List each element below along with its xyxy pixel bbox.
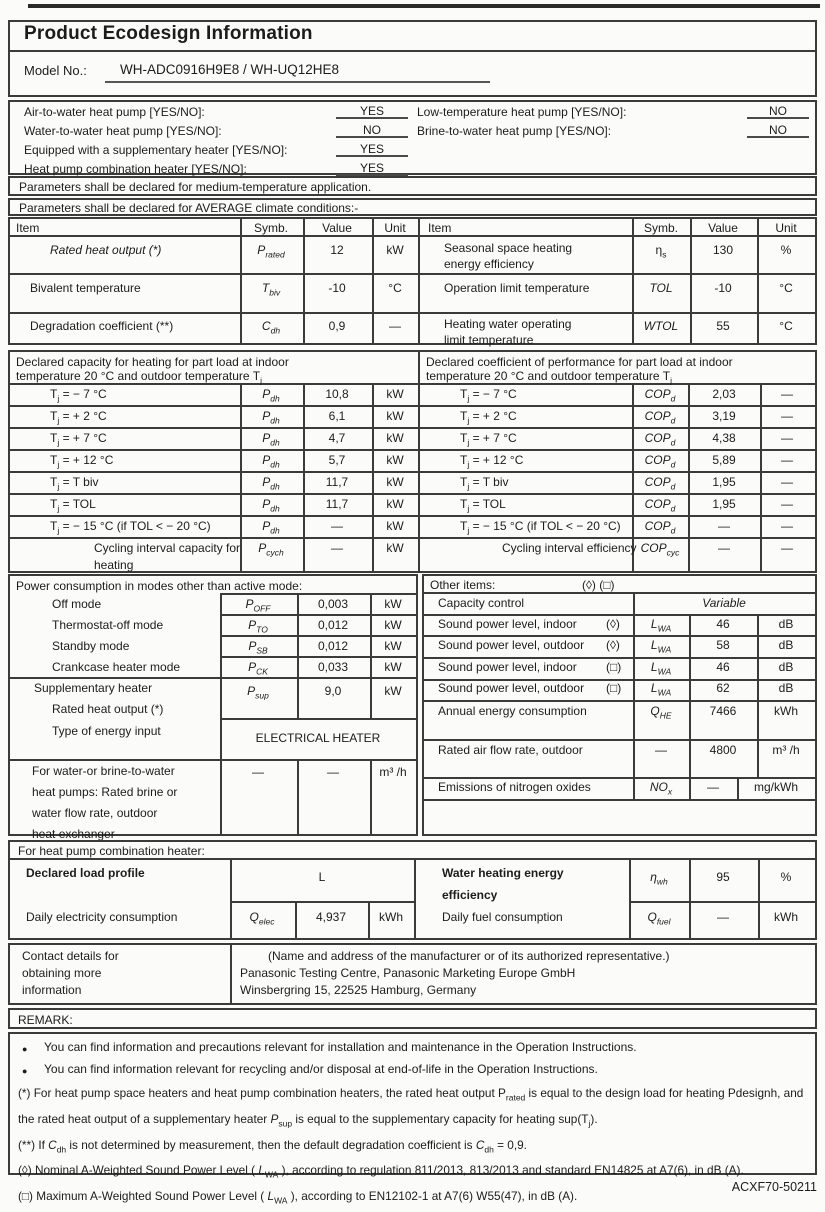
- param-item: Rated heat output (*): [50, 243, 162, 257]
- tj-label: $T_j = T$ biv: [460, 475, 509, 492]
- symbol-pck: $P_{CK}$: [248, 660, 268, 677]
- param-item: energy efficiency: [444, 257, 534, 271]
- capacity-value: —: [331, 519, 343, 533]
- param-item: Heating water operating: [444, 317, 572, 331]
- sound-value: 46: [716, 617, 730, 631]
- power-consumption-table: [8, 574, 418, 841]
- param-symbol: $T_{biv}$: [261, 281, 281, 298]
- footnote-maximum-sound: (□) Maximum A-Weighted Sound Power Level ( $L_{WA}$ ), according to EN12102-1 at A7(6) W55(47), in dB (A).: [18, 1189, 578, 1206]
- other-items-table: [422, 574, 817, 836]
- cycling-label: Cycling interval efficiency: [502, 541, 637, 555]
- flag-label: Heat pump combination heater [YES/NO]:: [24, 162, 247, 176]
- table-title: Declared coefficient of performance for part load at indoor: [426, 355, 733, 369]
- cycling-label: Cycling interval capacity for: [94, 541, 241, 555]
- nox-value: —: [707, 780, 719, 794]
- table-title: temperature 20 °C and outdoor temperature $T_j$: [16, 369, 262, 386]
- sound-label: Sound power level, indoor: [438, 660, 577, 674]
- unit: kW: [386, 431, 404, 445]
- param-symbol: $\eta_s$: [655, 243, 667, 260]
- col-header-symb: Symb.: [253, 221, 289, 235]
- flag-label: Water-to-water heat pump [YES/NO]:: [24, 124, 222, 138]
- param-value: -10: [328, 281, 346, 295]
- capacity-value: 11,7: [325, 497, 349, 511]
- energy-input-label: Type of energy input: [52, 724, 161, 738]
- symbol-copd: $COP_d$: [644, 431, 676, 448]
- section-title: For heat pump combination heater:: [18, 844, 205, 858]
- unit: kW: [386, 409, 404, 423]
- model-label: Model No.:: [24, 63, 87, 78]
- unit: kW: [384, 660, 402, 674]
- unit: —: [781, 541, 793, 555]
- brine-value: —: [327, 765, 339, 779]
- brine-label: water flow rate, outdoor: [32, 806, 158, 820]
- param-value: 130: [712, 243, 734, 257]
- unit: %: [780, 870, 792, 884]
- header-section: [8, 20, 817, 97]
- airflow-label: Rated air flow rate, outdoor: [438, 743, 583, 757]
- symbol-copd: $COP_d$: [644, 453, 676, 470]
- unit: kW: [384, 597, 402, 611]
- param-value: 55: [716, 319, 730, 333]
- param-value: -10: [714, 281, 732, 295]
- unit: dB: [778, 638, 794, 652]
- unit: kW: [386, 453, 404, 467]
- sound-mark: (◊): [606, 638, 620, 652]
- flag-label: Brine-to-water heat pump [YES/NO]:: [417, 124, 612, 138]
- sound-label: Sound power level, outdoor: [438, 638, 585, 652]
- sound-label: Sound power level, outdoor: [438, 681, 585, 695]
- symbol-pto: $P_{TO}$: [248, 618, 268, 635]
- power-value: 0,012: [317, 639, 349, 653]
- document-code: ACXF70-50211: [731, 1180, 817, 1194]
- tj-label: $T_j$ = − 15 °C (if TOL < − 20 °C): [460, 519, 621, 536]
- unit: mg/kWh: [753, 780, 799, 794]
- flag-value: YES: [336, 102, 408, 119]
- param-unit: °C: [779, 281, 793, 295]
- section-title: Power consumption in modes other than active mode:: [16, 579, 303, 593]
- unit: —: [781, 453, 793, 467]
- symbol-copcyc: $COP_{cyc}$: [640, 541, 680, 558]
- col-header-value: Value: [708, 221, 738, 235]
- param-unit: °C: [388, 281, 402, 295]
- remark-bullet-text: You can find information and precautions relevant for installation and maintenance in the Operation Instructions.: [44, 1040, 637, 1054]
- col-header-symb: Symb.: [643, 221, 679, 235]
- unit: kW: [386, 541, 404, 555]
- footnote-rated-output: (*) For heat pump space heaters and heat pump combination heaters, the rated heat output $P_{rated}$ is equal to the design load for heating Pdesignh, and the rated heat output of a supplementary heater $P_{sup}$ is equal to the supplementary capacity for heating $sup(T_j)$.: [18, 1086, 804, 1129]
- sound-mark: (◊): [606, 617, 620, 631]
- unit: —: [781, 475, 793, 489]
- symbol-qhe: $Q_{HE}$: [650, 704, 672, 721]
- tj-label: $T_j$ = + 12 °C: [460, 453, 524, 470]
- capacity-control-value: Variable: [702, 596, 746, 610]
- contact-label: obtaining more: [22, 966, 102, 980]
- mode-label: Off mode: [52, 597, 102, 611]
- col-header-item: Item: [428, 221, 452, 235]
- col-header-value: Value: [322, 221, 352, 235]
- col-header-item: Item: [16, 221, 40, 235]
- cop-value: —: [718, 519, 730, 533]
- param-symbol: TOL: [649, 281, 673, 295]
- statement-text: Parameters shall be declared for medium-temperature application.: [19, 180, 372, 194]
- symbol-pdh: $P_{dh}$: [262, 431, 280, 448]
- annual-energy-label: Annual energy consumption: [438, 704, 587, 718]
- sound-mark: (□): [606, 681, 622, 695]
- unit: —: [781, 431, 793, 445]
- unit: kW: [384, 618, 402, 632]
- tj-label: $T_j$ = TOL: [50, 497, 96, 514]
- unit: —: [781, 387, 793, 401]
- symbol-lwa: $L_{WA}$: [650, 681, 672, 698]
- col-header-unit: Unit: [384, 221, 406, 235]
- contact-label: Contact details for: [22, 949, 119, 963]
- unit: dB: [778, 681, 794, 695]
- symbol-eta-wh: $\eta_{wh}$: [650, 870, 668, 887]
- manufacturer-address: Winsbergring 15, 22525 Hamburg, Germany: [240, 983, 477, 997]
- cycling-label: heating: [94, 558, 134, 572]
- param-item: Operation limit temperature: [444, 281, 590, 295]
- supp-heater-label: Supplementary heater: [34, 681, 153, 695]
- symbol-copd: $COP_d$: [644, 519, 676, 536]
- contact-label: information: [22, 983, 82, 997]
- flag-value: NO: [747, 121, 809, 138]
- combination-heater-section: [8, 840, 817, 940]
- symbol-qfuel: $Q_{fuel}$: [647, 910, 671, 927]
- unit: —: [781, 409, 793, 423]
- power-value: 0,003: [317, 597, 349, 611]
- footnote-nominal-sound: (◊) Nominal A-Weighted Sound Power Level ( $L_{WA}$ ), according to regulation 811/2013, 813/2013 and standard EN14825 at A7(6), in dB (A).: [18, 1163, 744, 1180]
- model-number: WH-ADC0916H9E8 / WH-UQ12HE8: [120, 62, 340, 77]
- mode-label: Thermostat-off mode: [52, 618, 164, 632]
- capacity-value: 6,1: [328, 409, 346, 423]
- bullet-icon: ●: [22, 1044, 28, 1054]
- unit: m³ /h: [379, 765, 407, 779]
- mode-label: Standby mode: [52, 639, 130, 653]
- table-title: temperature 20 °C and outdoor temperature $T_j$: [426, 369, 672, 386]
- supp-heater-label: Rated heat output (*): [52, 702, 164, 716]
- unit: dB: [778, 617, 794, 631]
- water-heating-value: 95: [716, 870, 730, 884]
- brine-label: heat pumps: Rated brine or: [32, 785, 178, 799]
- sound-value: 62: [716, 681, 730, 695]
- airflow-symbol: —: [655, 743, 667, 757]
- power-value: 0,033: [317, 660, 349, 674]
- symbol-poff: $P_{OFF}$: [245, 597, 271, 614]
- symbol-copd: $COP_d$: [644, 475, 676, 492]
- mode-label: Crankcase heater mode: [52, 660, 181, 674]
- daily-elec-label: Daily electricity consumption: [26, 910, 178, 924]
- unit: kW: [386, 519, 404, 533]
- partload-cop-table: [418, 350, 817, 573]
- load-profile-value: L: [318, 870, 326, 884]
- param-symbol: WTOL: [643, 319, 679, 333]
- bullet-icon: ●: [22, 1066, 28, 1076]
- scan-edge-artifact: [28, 4, 820, 8]
- flag-value: YES: [336, 140, 408, 157]
- table-title: Declared capacity for heating for part load at indoor: [16, 355, 289, 369]
- cop-value: 3,19: [712, 409, 736, 423]
- manufacturer-name: Panasonic Testing Centre, Panasonic Marketing Europe GmbH: [240, 966, 576, 980]
- brine-label: heat exchanger: [32, 827, 115, 841]
- cop-value: 1,95: [712, 475, 736, 489]
- annual-energy-value: 7466: [709, 704, 737, 718]
- flag-value: NO: [747, 102, 809, 119]
- brine-symbol: —: [252, 765, 264, 779]
- sound-mark: (□): [606, 660, 622, 674]
- tj-label: $T_j$ = + 2 °C: [50, 409, 107, 426]
- capacity-value: —: [331, 541, 343, 555]
- param-value: 0,9: [328, 319, 346, 333]
- param-unit: °C: [779, 319, 793, 333]
- param-symbol: $C_{dh}$: [261, 319, 281, 336]
- sound-value: 58: [716, 638, 730, 652]
- capacity-value: 10,8: [325, 387, 349, 401]
- symbol-copd: $COP_d$: [644, 497, 676, 514]
- symbol-pdh: $P_{dh}$: [262, 387, 280, 404]
- flag-value: YES: [336, 159, 408, 176]
- section-title: Other items:: [430, 578, 496, 592]
- symbol-lwa: $L_{WA}$: [650, 660, 672, 677]
- partload-capacity-table: [8, 350, 420, 573]
- symbol-psup: $P_{sup}$: [247, 684, 269, 701]
- daily-fuel-value: —: [717, 910, 729, 924]
- tj-label: $T_j$ = − 7 °C: [460, 387, 517, 404]
- heat-pump-flags-section: [8, 100, 817, 175]
- airflow-value: 4800: [709, 743, 737, 757]
- sound-label: Sound power level, indoor: [438, 617, 577, 631]
- capacity-value: 5,7: [328, 453, 346, 467]
- unit: kW: [386, 475, 404, 489]
- cop-value: 4,38: [712, 431, 736, 445]
- unit: kWh: [379, 910, 403, 924]
- unit: kW: [386, 387, 404, 401]
- param-item: limit temperature: [444, 333, 534, 347]
- daily-elec-value: 4,937: [315, 910, 347, 924]
- unit: kW: [386, 497, 404, 511]
- tj-label: $T_j$ = + 2 °C: [460, 409, 517, 426]
- footnote-marks: (◊) (□): [582, 578, 615, 592]
- param-unit: kW: [386, 243, 404, 257]
- remark-bullet-text: You can find information relevant for recycling and/or disposal at end-of-life in the Operation Instructions.: [44, 1062, 598, 1076]
- param-unit: %: [780, 243, 792, 257]
- tj-label: $T_j$ = − 7 °C: [50, 387, 107, 404]
- remark-header: [8, 1008, 817, 1029]
- flag-label: Low-temperature heat pump [YES/NO]:: [417, 105, 627, 119]
- tj-label: $T_j$ = + 7 °C: [50, 431, 107, 448]
- load-profile-label: Declared load profile: [26, 866, 145, 880]
- symbol-pcych: $P_{cych}$: [258, 541, 284, 558]
- cop-value: 2,03: [712, 387, 736, 401]
- brine-label: For water-or brine-to-water: [32, 764, 175, 778]
- statement-text: Parameters shall be declared for AVERAGE climate conditions:-: [19, 201, 359, 215]
- symbol-qelec: $Q_{elec}$: [249, 910, 275, 927]
- footnote-degradation: (**) If $C_{dh}$ is not determined by measurement, then the default degradation coefficient is $C_{dh} = 0,9$.: [18, 1137, 527, 1154]
- flag-label: Equipped with a supplementary heater [YES/NO]:: [24, 143, 288, 157]
- unit: m³ /h: [772, 743, 800, 757]
- water-heating-label: Water heating energy: [442, 866, 564, 880]
- symbol-pdh: $P_{dh}$: [262, 453, 280, 470]
- symbol-psb: $P_{SB}$: [248, 639, 268, 656]
- symbol-lwa: $L_{WA}$: [650, 638, 672, 655]
- symbol-pdh: $P_{dh}$: [262, 519, 280, 536]
- daily-fuel-label: Daily fuel consumption: [442, 910, 563, 924]
- symbol-pdh: $P_{dh}$: [262, 475, 280, 492]
- sound-value: 46: [716, 660, 730, 674]
- page-title: Product Ecodesign Information: [24, 23, 313, 44]
- average-climate-bar: [8, 198, 817, 216]
- capacity-control-label: Capacity control: [438, 596, 525, 610]
- params-table-left: [8, 217, 420, 345]
- symbol-lwa: $L_{WA}$: [650, 617, 672, 634]
- param-item: Degradation coefficient (**): [30, 319, 174, 333]
- param-symbol: $P_{rated}$: [257, 243, 285, 260]
- tj-label: $T_j$ = + 7 °C: [460, 431, 517, 448]
- cop-value: 5,89: [712, 453, 736, 467]
- power-value: 9,0: [324, 684, 342, 698]
- flag-label: Air-to-water heat pump [YES/NO]:: [24, 105, 205, 119]
- manufacturer-note: (Name and address of the manufacturer or of its authorized representative.): [268, 949, 670, 963]
- remark-title: REMARK:: [18, 1013, 73, 1027]
- unit: kWh: [774, 704, 798, 718]
- water-heating-label: efficiency: [442, 888, 498, 902]
- unit: dB: [778, 660, 794, 674]
- tj-label: $T_j$ = TOL: [460, 497, 506, 514]
- power-value: 0,012: [317, 618, 349, 632]
- unit: —: [781, 497, 793, 511]
- symbol-nox: $NO_x$: [649, 780, 673, 797]
- symbol-copd: $COP_d$: [644, 409, 676, 426]
- unit: kWh: [774, 910, 798, 924]
- medium-temperature-bar: [8, 176, 817, 196]
- symbol-copd: $COP_d$: [644, 387, 676, 404]
- unit: —: [781, 519, 793, 533]
- unit: kW: [384, 684, 402, 698]
- params-table-right: [418, 217, 817, 345]
- capacity-value: 4,7: [328, 431, 346, 445]
- nox-label: Emissions of nitrogen oxides: [438, 780, 591, 794]
- flag-value: NO: [336, 121, 408, 138]
- param-unit: —: [389, 319, 401, 333]
- tj-label: $T_j$ = − 15 °C (if TOL < − 20 °C): [50, 519, 211, 536]
- ecodesign-document: [8, 20, 817, 1206]
- tj-label: $T_j = T$ biv: [50, 475, 99, 492]
- symbol-pdh: $P_{dh}$: [262, 497, 280, 514]
- col-header-unit: Unit: [775, 221, 797, 235]
- cop-value: —: [718, 541, 730, 555]
- capacity-value: 11,7: [325, 475, 349, 489]
- unit: kW: [384, 639, 402, 653]
- contact-section: [8, 943, 817, 1005]
- energy-input-value: ELECTRICAL HEATER: [255, 731, 381, 745]
- param-item: Bivalent temperature: [30, 281, 141, 295]
- cop-value: 1,95: [712, 497, 736, 511]
- param-value: 12: [330, 243, 344, 257]
- tj-label: $T_j$ = + 12 °C: [50, 453, 114, 470]
- symbol-pdh: $P_{dh}$: [262, 409, 280, 426]
- param-item: Seasonal space heating: [444, 241, 573, 255]
